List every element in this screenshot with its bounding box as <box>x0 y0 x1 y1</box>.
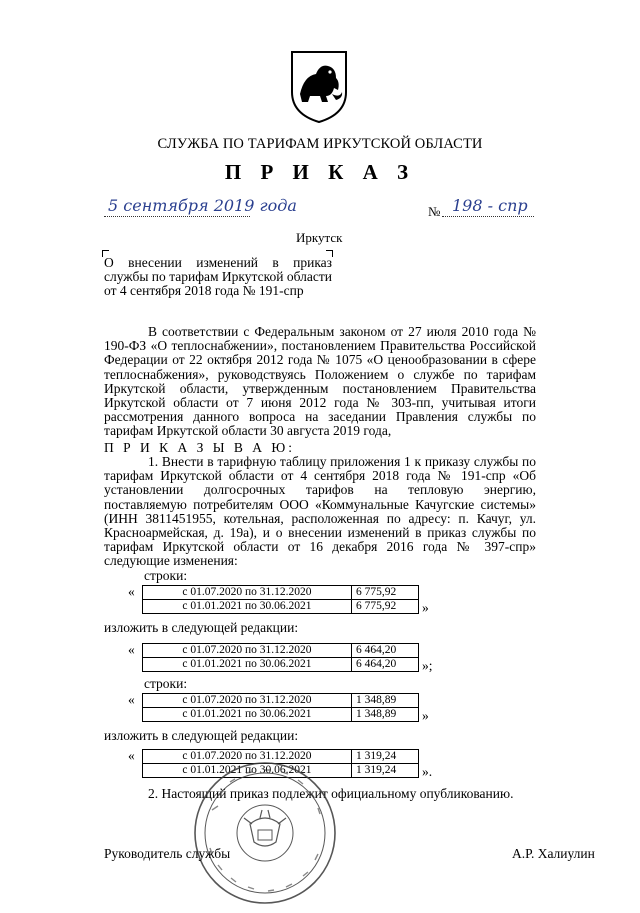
period-cell: с 01.01.2021 по 30.06.2021 <box>143 708 352 722</box>
number-label: № <box>428 204 441 219</box>
agency-name: СЛУЖБА ПО ТАРИФАМ ИРКУТСКОЙ ОБЛАСТИ <box>157 136 483 152</box>
table-row <box>143 600 419 614</box>
document-title: П Р И К А З <box>224 160 416 184</box>
signatory-name: А.Р. Халиулин <box>512 846 595 861</box>
coat-of-arms-emblem <box>286 48 352 124</box>
table-row <box>143 586 419 600</box>
quote-close-2: »; <box>422 658 433 673</box>
period-cell: с 01.07.2020 по 31.12.2020 <box>143 694 352 708</box>
city: Иркутск <box>296 230 343 245</box>
quote-close-4: ». <box>422 764 433 779</box>
period-cell: с 01.07.2020 по 31.12.2020 <box>143 644 352 658</box>
replace-label-1: изложить в следующей редакции: <box>104 620 299 635</box>
rows-label-1: строки: <box>144 568 188 583</box>
item-1-paragraph: 1. Внести в тарифную таблицу приложения 1 к приказу службы по тарифам Иркутской области от 4 сентября 2018 года № 191-спр «Об установлении долгосрочных тарифов на тепловую энергию, поставляемую потребителям ООО «Коммунальные Качугские системы» (ИНН 3811451955, котельная, расположенная по адресу: п. Качуг, ул. Красноармейская, д. 19а), и о внесении изменений в приказ службы по тарифам Иркутской области от 16 декабря 2016 года № 397-спр» следующие изменения: <box>104 454 536 569</box>
tariff-table-3 <box>142 693 419 722</box>
value-cell: 6 464,20 <box>352 658 419 672</box>
order-subject: О внесении изменений в приказ службы по тарифам Иркутской области от 4 сентября 2018 года № 191-спр <box>104 255 332 298</box>
period-cell: с 01.01.2021 по 30.06.2021 <box>143 764 352 778</box>
table-row <box>143 708 419 722</box>
period-cell: с 01.01.2021 по 30.06.2021 <box>143 600 352 614</box>
date-underline <box>104 216 250 217</box>
value-cell: 6 464,20 <box>352 644 419 658</box>
item-2-paragraph: 2. Настоящий приказ подлежит официальному опубликованию. <box>148 786 514 801</box>
order-word: П Р И К А З Ы В А Ю: <box>104 440 296 455</box>
replace-label-2: изложить в следующей редакции: <box>104 728 299 743</box>
handwritten-date: 5 сентября 2019 года <box>108 196 297 215</box>
table-row <box>143 644 419 658</box>
signatory-position: Руководитель службы <box>104 846 231 861</box>
quote-close-1: » <box>422 600 429 615</box>
quote-close-3: » <box>422 708 429 723</box>
value-cell: 1 319,24 <box>352 750 419 764</box>
period-cell: с 01.07.2020 по 31.12.2020 <box>143 750 352 764</box>
quote-open-1: « <box>128 584 135 599</box>
tariff-table-1 <box>142 585 419 614</box>
table-row <box>143 658 419 672</box>
table-row <box>143 694 419 708</box>
handwritten-number: 198 - спр <box>452 196 528 215</box>
quote-open-2: « <box>128 642 135 657</box>
value-cell: 1 348,89 <box>352 708 419 722</box>
preamble-paragraph: В соответствии с Федеральным законом от 27 июля 2010 года № 190-ФЗ «О теплоснабжении», постановлением Правительства Российской Федерации от 22 октября 2012 года № 1075 «О ценообразовании в сфере теплоснабжения», руководствуясь Положением о службе по тарифам Иркутской области, утвержденным постановлением Правительства Иркутской области от 7 июня 2012 года № 303-пп, учитывая итоги рассмотрения данного вопроса на заседании Правления службы по тарифам Иркутской области 30 августа 2019 года, <box>104 324 536 439</box>
official-seal-stamp <box>190 758 340 908</box>
period-cell: с 01.07.2020 по 31.12.2020 <box>143 586 352 600</box>
period-cell: с 01.01.2021 по 30.06.2021 <box>143 658 352 672</box>
value-cell: 6 775,92 <box>352 600 419 614</box>
tariff-table-2 <box>142 643 419 672</box>
rows-label-2: строки: <box>144 676 188 691</box>
value-cell: 1 348,89 <box>352 694 419 708</box>
value-cell: 6 775,92 <box>352 586 419 600</box>
quote-open-3: « <box>128 692 135 707</box>
number-underline <box>442 216 534 217</box>
quote-open-4: « <box>128 748 135 763</box>
value-cell: 1 319,24 <box>352 764 419 778</box>
